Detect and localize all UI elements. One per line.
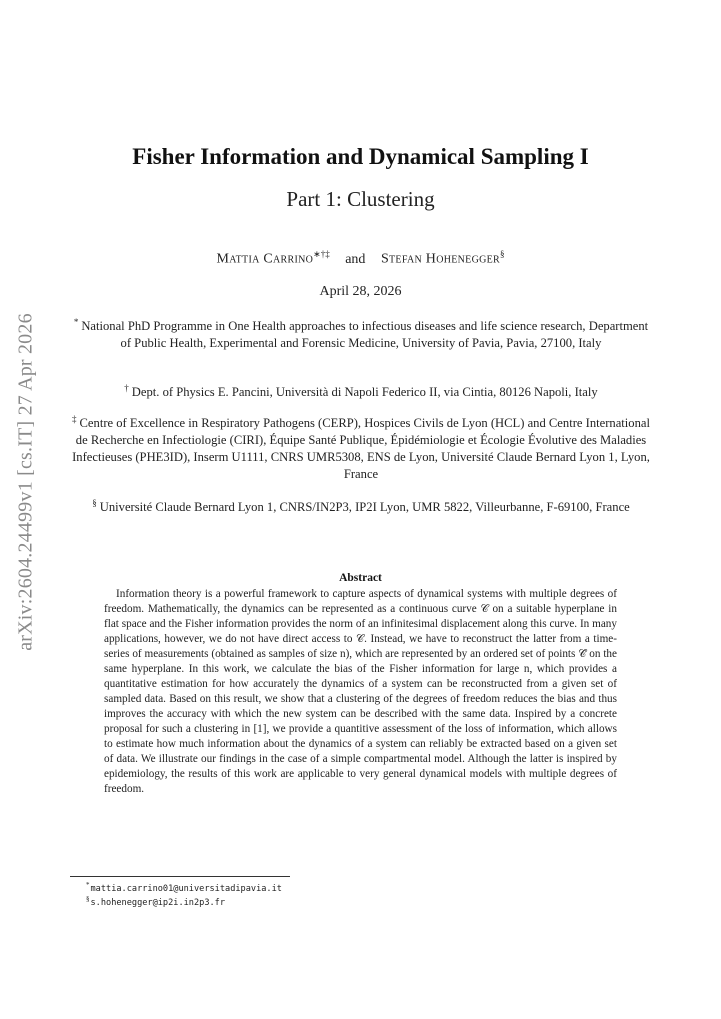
author-line — [0, 249, 721, 268]
footnote — [86, 895, 225, 908]
arxiv-side-stamp — [6, 302, 46, 662]
abstract-text — [104, 587, 617, 797]
affiliation-mark: † — [124, 383, 129, 393]
affiliation-text: Dept. of Physics E. Pancini, Università di Napoli Federico II, via Cintia, 80126 Napoli, Italy — [131, 385, 598, 400]
paper-date: April 28, 2026 — [319, 284, 402, 299]
author-name: Stefan Hohenegger — [380, 251, 501, 267]
paper-title: Fisher Information and Dynamical Sampling I — [132, 144, 589, 169]
affiliation-mark: § — [92, 498, 97, 508]
affiliation — [70, 314, 652, 352]
arxiv-identifier: arXiv:2604.24499v1 [cs.IT] 27 Apr 2026 — [14, 313, 37, 651]
affiliation-mark: ‡ — [72, 414, 77, 424]
author-name: Mattia Carrino — [216, 251, 314, 267]
author-affiliation-marks: ∗†‡ — [313, 249, 330, 259]
footnote-rule — [70, 876, 290, 877]
paper-subtitle: Part 1: Clustering — [286, 187, 435, 211]
footnote-email: mattia.carrino01@universitadipavia.it — [90, 883, 282, 894]
author-affiliation-marks: § — [500, 249, 505, 259]
affiliation-mark: * — [73, 317, 79, 327]
footnote-email: s.hohenegger@ip2i.in2p3.fr — [90, 897, 226, 908]
abstract-heading: Abstract — [339, 572, 382, 584]
affiliation — [70, 380, 652, 401]
footnote-mark: * — [86, 881, 90, 889]
footnote-mark: § — [86, 895, 90, 903]
affiliation-text: Université Claude Bernard Lyon 1, CNRS/IN2P3, IP2I Lyon, UMR 5822, Villeurbanne, F-69100, France — [99, 500, 630, 515]
affiliation-text: Centre of Excellence in Respiratory Pathogens (CERP), Hospices Civils de Lyon (HCL) and Centre International de Recherche en Infectiologie (CIRI), Équipe Santé Publique, Épidémiologie et Écologie Évolutive des Maladies Infectieuses (PHE3ID), Inserm U1111, CNRS UMR5308, ENS de Lyon, Université Claude Bernard Lyon 1, Lyon, France — [72, 416, 650, 482]
affiliation-text: National PhD Programme in One Health approaches to infectious diseases and life science research, Department of Public Health, Experimental and Forensic Medicine, University of Pavia, Pavia, 27100, Italy — [81, 319, 649, 351]
authors-joiner: and — [345, 251, 366, 267]
footnote — [86, 881, 282, 894]
affiliation — [70, 495, 652, 516]
affiliation — [70, 411, 652, 483]
abstract-paragraph: Information theory is a powerful framework to capture aspects of dynamical systems with multiple degrees of freedom. Mathematically, the dynamics can be represented as a continuous curve 𝒞 on a suitable hyperplane in flat space and the Fisher information provides the norm of an infinitesimal displacement along this curve. In many applications, however, we do not have direct access to 𝒞. Instead, we have to reconstruct the latter from a time-series of measurements (obtained as samples of size n), which are represented by an ordered set of points 𝒞̂ on the same hyperplane. In this work, we calculate the bias of the Fisher information for large n, which provides a quantitative estimation for how accurately the dynamics of a system can be reconstructed from a given set of sampled data. Based on this result, we show that a clustering of the degrees of freedom reduces the bias and thus improves the accuracy with which the new system can be described with the same data. Inspired by a concrete proposal for such a clustering in [1], we provide a quantitive assessment of the loss of information, which allows to estimate how much information about the dynamics of a system can reliably be extracted based on a given set of data. We illustrate our findings in the case of a simple compartmental model. Although the latter is inspired by epidemiology, the results of this work are applicable to very general dynamical models with multiple degrees of freedom. — [104, 588, 617, 795]
